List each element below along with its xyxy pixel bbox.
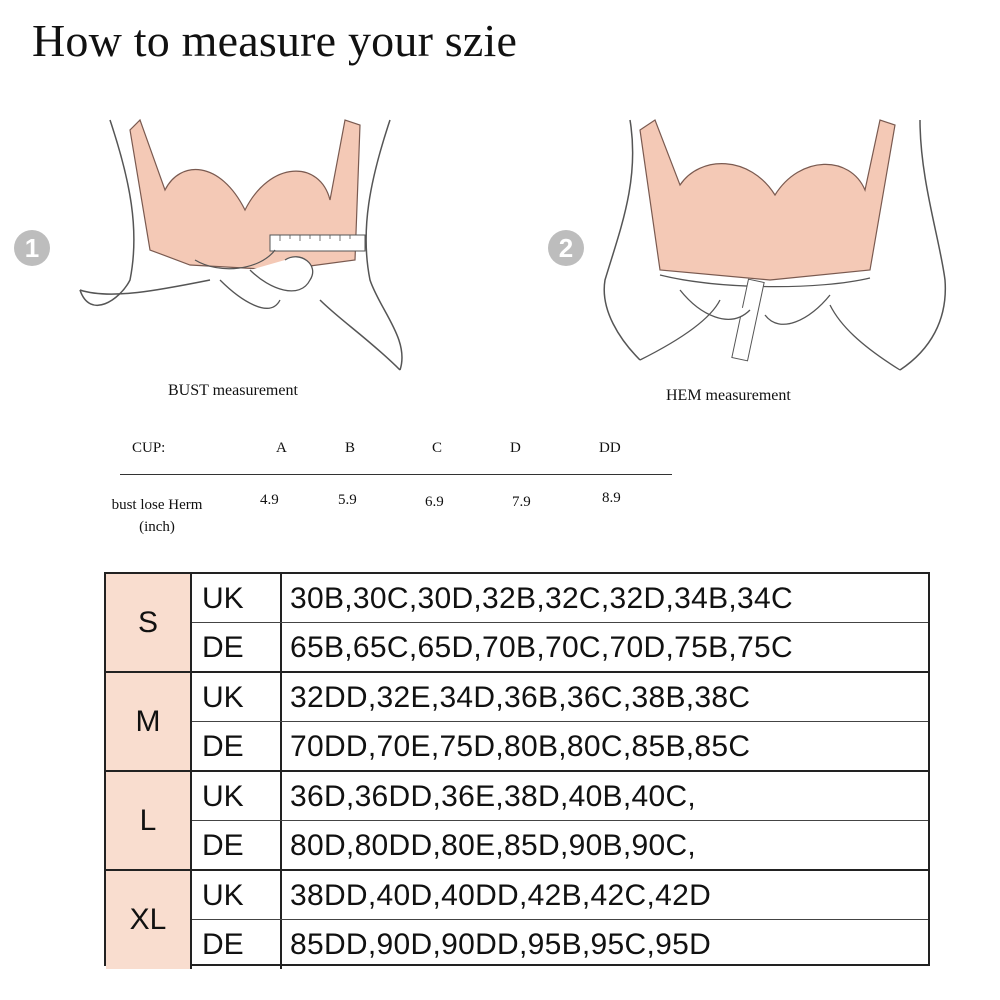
size-label-l: L xyxy=(106,772,192,870)
size-group-s xyxy=(106,574,928,672)
cup-table-divider xyxy=(120,474,672,475)
region-label: UK xyxy=(192,871,282,920)
cup-dd: DD xyxy=(599,440,621,456)
hem-measurement-illustration xyxy=(600,100,950,380)
size-label-m: M xyxy=(106,673,192,771)
region-label: UK xyxy=(192,772,282,821)
region-label: DE xyxy=(192,722,282,771)
size-chart-table xyxy=(104,572,930,966)
size-group-xl xyxy=(106,871,928,969)
herm-value-d: 7.9 xyxy=(512,494,531,510)
size-group-l xyxy=(106,772,928,870)
cup-a: A xyxy=(276,440,287,456)
size-label-xl: XL xyxy=(106,871,192,969)
sizes-list: 38DD,40D,40DD,42B,42C,42D xyxy=(290,878,712,912)
herm-label-line2: (inch) xyxy=(139,519,175,535)
region-label: UK xyxy=(192,673,282,722)
sizes-list: 70DD,70E,75D,80B,80C,85B,85C xyxy=(290,729,751,763)
size-row-xl-de xyxy=(192,920,928,969)
sizes-list: 80D,80DD,80E,85D,90B,90C, xyxy=(290,828,697,862)
page-title: How to measure your szie xyxy=(32,15,518,66)
herm-value-c: 6.9 xyxy=(425,494,444,510)
size-row-l-de xyxy=(192,821,928,870)
size-row-xl-uk xyxy=(192,871,928,920)
size-row-s-de xyxy=(192,623,928,672)
cup-d: D xyxy=(510,440,521,456)
bust-measurement-illustration xyxy=(70,100,430,380)
step-1-badge: 1 xyxy=(14,230,50,266)
sizes-list: 30B,30C,30D,32B,32C,32D,34B,34C xyxy=(290,581,793,615)
bust-lose-herm-label xyxy=(98,494,216,538)
hem-measurement-caption: HEM measurement xyxy=(666,387,791,404)
size-row-m-de xyxy=(192,722,928,771)
herm-label-line1: bust lose Herm xyxy=(111,497,203,513)
size-row-s-uk xyxy=(192,574,928,623)
size-label-s: S xyxy=(106,574,192,672)
region-label: DE xyxy=(192,920,282,969)
step-2-badge: 2 xyxy=(548,230,584,266)
cup-b: B xyxy=(345,440,356,456)
bust-measurement-caption: BUST measurement xyxy=(168,382,298,399)
region-label: DE xyxy=(192,623,282,672)
herm-value-dd: 8.9 xyxy=(602,490,621,506)
sizes-list: 85DD,90D,90DD,95B,95C,95D xyxy=(290,927,712,961)
herm-value-a: 4.9 xyxy=(260,492,279,508)
herm-value-b: 5.9 xyxy=(338,492,357,508)
cup-header-label: CUP: xyxy=(132,440,166,456)
sizes-list: 65B,65C,65D,70B,70C,70D,75B,75C xyxy=(290,630,793,664)
size-row-l-uk xyxy=(192,772,928,821)
sizes-list: 32DD,32E,34D,36B,36C,38B,38C xyxy=(290,680,751,714)
cup-c: C xyxy=(432,440,443,456)
region-label: DE xyxy=(192,821,282,870)
size-group-m xyxy=(106,673,928,771)
size-row-m-uk xyxy=(192,673,928,722)
region-label: UK xyxy=(192,574,282,623)
sizes-list: 36D,36DD,36E,38D,40B,40C, xyxy=(290,779,697,813)
